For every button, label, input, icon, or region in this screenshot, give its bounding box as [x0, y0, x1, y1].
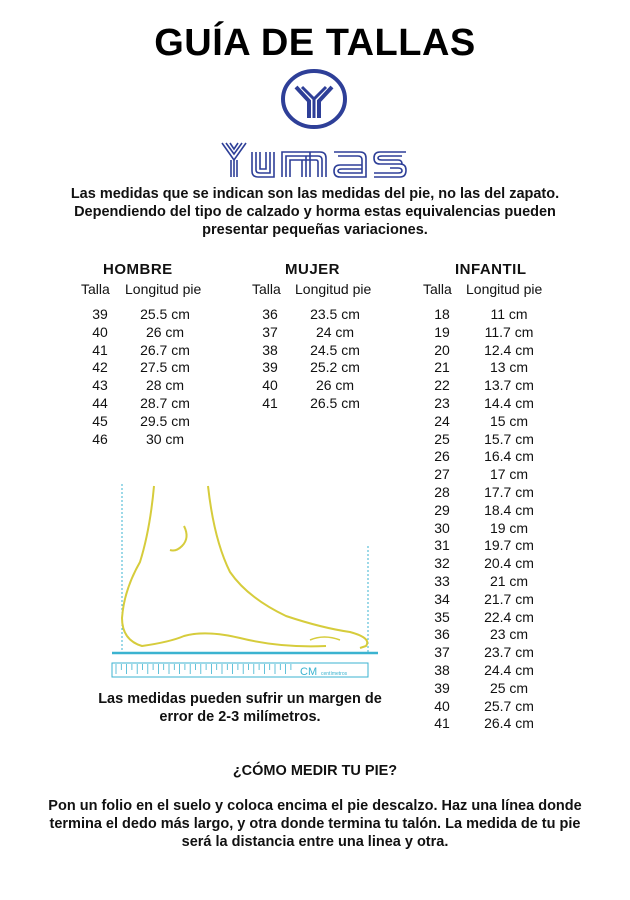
length-cell: 14.4 cm	[484, 394, 534, 411]
table-row	[421, 324, 556, 342]
table-row	[80, 306, 210, 324]
size-cell: 22	[434, 377, 450, 394]
size-cell: 45	[92, 412, 108, 429]
length-cell: 25.7 cm	[484, 697, 534, 714]
page-title: GUÍA DE TALLAS	[154, 22, 476, 64]
size-cell: 31	[434, 537, 450, 554]
table-row	[421, 359, 556, 377]
length-cell: 28 cm	[145, 377, 185, 394]
table-row	[421, 698, 556, 716]
size-cell: 27	[434, 466, 450, 483]
table-row	[80, 431, 210, 449]
table-row	[421, 306, 556, 324]
table-row	[421, 680, 556, 698]
length-cell: 21 cm	[489, 572, 529, 589]
table-row	[421, 484, 556, 502]
length-cell: 11.7 cm	[484, 323, 534, 340]
how-to-measure-text: Pon un folio en el suelo y coloca encima el pie descalzo. Haz una línea donde termina el dedo más largo, y otra donde termina tu talón. La medida de tu pie será la distancia entre una linea y otra.	[48, 798, 582, 850]
length-cell: 20.4 cm	[484, 555, 534, 572]
size-cell: 39	[262, 359, 278, 376]
mujer-title: MUJER	[285, 261, 341, 278]
mujer-col-longitud: Longitud pie	[295, 281, 372, 297]
size-cell: 33	[434, 572, 450, 589]
size-cell: 36	[262, 306, 278, 322]
size-cell: 37	[434, 644, 450, 661]
length-cell: 17.7 cm	[484, 483, 534, 500]
size-cell: 25	[434, 430, 450, 447]
table-row	[421, 715, 556, 733]
length-cell: 12.4 cm	[484, 341, 534, 358]
table-row	[250, 342, 385, 360]
size-cell: 35	[434, 608, 450, 625]
size-cell: 20	[434, 341, 450, 358]
length-cell: 27.5 cm	[140, 359, 190, 376]
size-cell: 37	[262, 323, 278, 340]
how-to-measure-title: ¿CÓMO MEDIR TU PIE?	[232, 763, 398, 779]
size-cell: 41	[434, 715, 450, 732]
table-row	[421, 448, 556, 466]
length-cell: 15 cm	[489, 412, 529, 429]
size-cell: 40	[262, 377, 278, 394]
length-cell: 19.7 cm	[484, 537, 534, 554]
size-cell: 18	[434, 306, 450, 322]
table-row	[421, 644, 556, 662]
table-row	[250, 306, 385, 324]
size-cell: 46	[92, 430, 108, 447]
yumas-wordmark-logo	[220, 140, 408, 180]
length-cell: 23.7 cm	[484, 644, 534, 661]
size-cell: 34	[434, 590, 450, 607]
ruler-unit-label: CM	[300, 666, 318, 678]
length-cell: 17 cm	[489, 466, 529, 483]
length-cell: 24 cm	[315, 323, 355, 340]
size-cell: 29	[434, 501, 450, 518]
length-cell: 21.7 cm	[484, 590, 534, 607]
size-cell: 44	[92, 394, 108, 411]
intro-text: Las medidas que se indican son las medidas del pie, no las del zapato. Dependiendo del tipo de calzado y horma estas equivalencias pueden presentar pequeñas variaciones.	[70, 186, 560, 238]
yumas-emblem-logo	[279, 68, 349, 130]
infantil-col-talla: Talla	[423, 281, 452, 297]
size-cell: 39	[92, 306, 108, 322]
size-cell: 24	[434, 412, 450, 429]
size-cell: 41	[92, 341, 108, 358]
infantil-title: INFANTIL	[455, 261, 527, 278]
table-row	[421, 573, 556, 591]
size-cell: 40	[434, 697, 450, 714]
foot-measurement-illustration	[110, 480, 380, 680]
table-row	[421, 626, 556, 644]
length-cell: 22.4 cm	[484, 608, 534, 625]
table-row	[80, 324, 210, 342]
table-row	[421, 609, 556, 627]
table-row	[421, 431, 556, 449]
table-row	[421, 342, 556, 360]
length-cell: 13.7 cm	[484, 377, 534, 394]
size-cell: 38	[262, 341, 278, 358]
ruler-unit-sub: centímetros	[321, 671, 348, 677]
size-cell: 42	[92, 359, 108, 376]
table-row	[250, 377, 385, 395]
length-cell: 23.5 cm	[310, 306, 360, 322]
table-row	[250, 359, 385, 377]
table-row	[80, 395, 210, 413]
length-cell: 28.7 cm	[140, 394, 190, 411]
size-cell: 40	[92, 323, 108, 340]
size-cell: 30	[434, 519, 450, 536]
table-row	[421, 413, 556, 431]
length-cell: 13 cm	[489, 359, 529, 376]
table-row	[421, 502, 556, 520]
margin-error-note: Las medidas pueden sufrir un margen de error de 2-3 milímetros.	[98, 691, 382, 725]
mujer-size-table	[250, 306, 385, 413]
length-cell: 24.4 cm	[484, 661, 534, 678]
length-cell: 25.2 cm	[310, 359, 360, 376]
length-cell: 25 cm	[489, 679, 529, 696]
length-cell: 29.5 cm	[140, 412, 190, 429]
size-cell: 26	[434, 448, 450, 465]
table-row	[80, 359, 210, 377]
size-cell: 41	[262, 394, 278, 411]
mujer-col-talla: Talla	[252, 281, 281, 297]
length-cell: 26.5 cm	[310, 394, 360, 411]
length-cell: 18.4 cm	[484, 501, 534, 518]
table-row	[421, 662, 556, 680]
size-cell: 32	[434, 555, 450, 572]
size-cell: 19	[434, 323, 450, 340]
length-cell: 26.4 cm	[484, 715, 534, 732]
length-cell: 15.7 cm	[484, 430, 534, 447]
length-cell: 26 cm	[145, 323, 185, 340]
table-row	[421, 377, 556, 395]
table-row	[250, 324, 385, 342]
length-cell: 30 cm	[145, 430, 185, 447]
size-cell: 23	[434, 394, 450, 411]
table-row	[421, 537, 556, 555]
table-row	[80, 413, 210, 431]
table-row	[421, 520, 556, 538]
size-cell: 28	[434, 483, 450, 500]
table-row	[250, 395, 385, 413]
size-cell: 36	[434, 626, 450, 643]
size-cell: 38	[434, 661, 450, 678]
hombre-title: HOMBRE	[103, 261, 173, 278]
hombre-col-talla: Talla	[81, 281, 110, 297]
length-cell: 16.4 cm	[484, 448, 534, 465]
table-row	[421, 466, 556, 484]
hombre-size-table	[80, 306, 210, 448]
length-cell: 24.5 cm	[310, 341, 360, 358]
length-cell: 26 cm	[315, 377, 355, 394]
infantil-size-table	[421, 306, 556, 733]
table-row	[421, 395, 556, 413]
length-cell: 11 cm	[490, 306, 528, 322]
size-cell: 39	[434, 679, 450, 696]
table-row	[421, 591, 556, 609]
hombre-col-longitud: Longitud pie	[125, 281, 202, 297]
length-cell: 23 cm	[489, 626, 529, 643]
infantil-col-longitud: Longitud pie	[466, 281, 543, 297]
table-row	[80, 377, 210, 395]
table-row	[421, 555, 556, 573]
table-row	[80, 342, 210, 360]
size-cell: 21	[434, 359, 450, 376]
length-cell: 19 cm	[489, 519, 529, 536]
size-cell: 43	[92, 377, 108, 394]
length-cell: 26.7 cm	[140, 341, 190, 358]
length-cell: 25.5 cm	[140, 306, 190, 322]
